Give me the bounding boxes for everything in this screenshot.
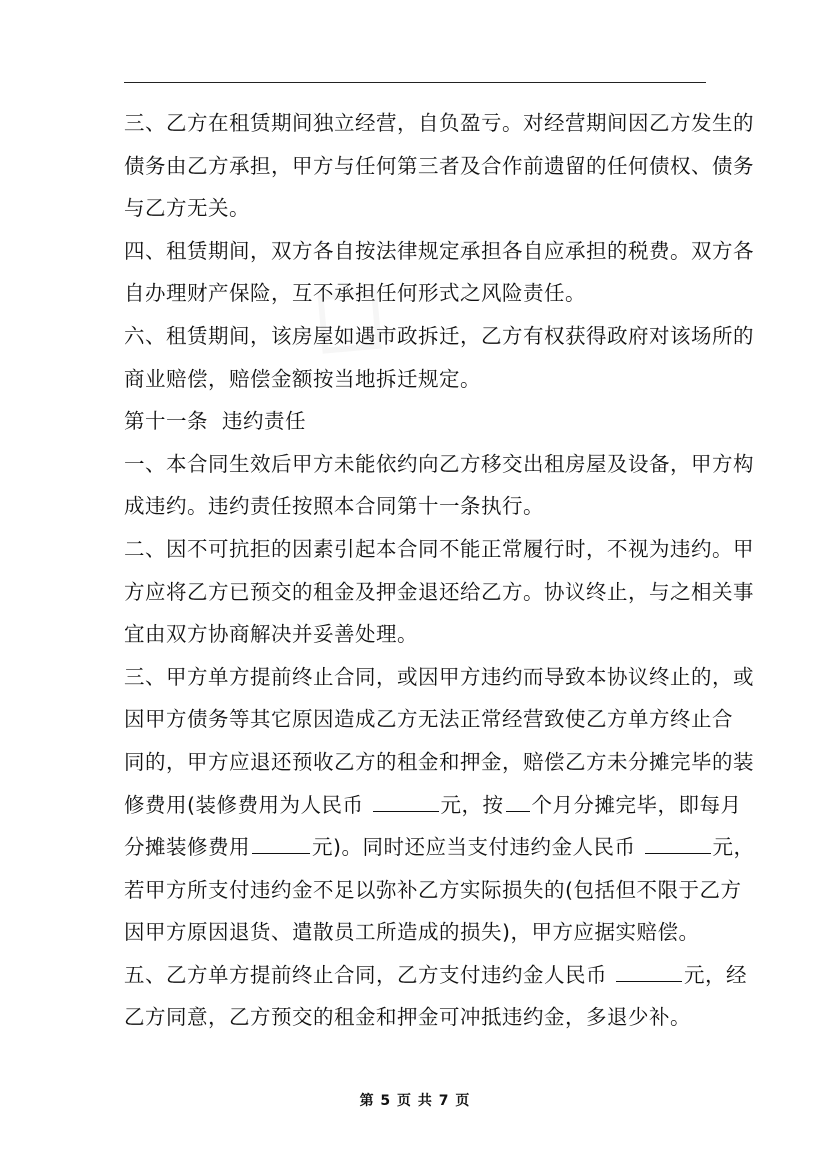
paragraph (124, 954, 748, 1039)
text-line: 第十一条 违约责任 (124, 409, 307, 434)
text-line: 若甲方所支付违约金不足以弥补乙方实际损失的(包括但不限于乙方 (124, 877, 742, 902)
fill-in-blank (506, 789, 530, 812)
text-line: 与乙方无关。 (124, 196, 250, 221)
paragraph (124, 443, 754, 528)
fill-in-blank (373, 789, 439, 812)
text-line: 宜由双方协商解决并妥善处理。 (124, 622, 418, 647)
text-fragment: 修费用(装修费用为人民币 (124, 792, 364, 817)
paragraph (124, 528, 754, 656)
text-line: 因甲方原因退货、遣散员工所造成的损失)，甲方应据实赔偿。 (124, 920, 700, 945)
text-fragment: 个月分摊完毕，即每月 (531, 792, 742, 817)
text-fragment: 元，按 (440, 792, 504, 817)
fill-in-blank (252, 831, 310, 854)
text-line: 三、甲方单方提前终止合同，或因甲方违约而导致本协议终止的，或 (124, 664, 754, 689)
text-line-with-blanks (124, 784, 742, 827)
document-body (124, 102, 755, 1039)
text-fragment: 元，经 (684, 962, 748, 987)
header-rule (124, 82, 706, 83)
text-line: 乙方同意，乙方预交的租金和押金可冲抵违约金，多退少补。 (124, 1005, 691, 1030)
paragraph (124, 102, 754, 230)
text-fragment: 元)。同时还应当支付违约金人民币 (312, 835, 636, 860)
paragraph (124, 315, 754, 400)
text-line: 同的，甲方应退还预收乙方的租金和押金，赔偿乙方未分摊完毕的装 (124, 749, 754, 774)
section-heading (124, 400, 708, 443)
text-line-with-blanks (124, 954, 748, 997)
text-line: 六、租赁期间，该房屋如遇市政拆迁，乙方有权获得政府对该场所的 (124, 323, 754, 348)
text-line: 二、因不可抗拒的因素引起本合同不能正常履行时，不视为违约。甲 (124, 536, 754, 561)
text-line: 三、乙方在租赁期间独立经营，自负盈亏。对经营期间因乙方发生的 (124, 111, 754, 135)
fill-in-blank (645, 831, 711, 854)
text-line: 因甲方债务等其它原因造成乙方无法正常经营致使乙方单方终止合 (124, 707, 733, 732)
paragraph (124, 230, 754, 315)
text-line: 成违约。违约责任按照本合同第十一条执行。 (124, 494, 544, 519)
text-line: 商业赔偿，赔偿金额按当地拆迁规定。 (124, 366, 481, 391)
text-line-with-blanks (124, 826, 755, 869)
text-line: 自办理财产保险，互不承担任何形式之风险责任。 (124, 281, 586, 306)
fill-in-blank (616, 959, 682, 982)
text-line: 一、本合同生效后甲方未能依约向乙方移交出租房屋及设备，甲方构 (124, 451, 754, 476)
paragraph (124, 656, 755, 869)
paragraph (124, 869, 742, 954)
page-number: 第 5 页 共 7 页 (359, 1093, 471, 1109)
text-fragment: 元， (712, 835, 755, 860)
text-line: 四、租赁期间，双方各自按法律规定承担各自应承担的税费。双方各 (124, 238, 754, 263)
text-fragment: 分摊装修费用 (124, 835, 250, 860)
text-line: 方应将乙方已预交的租金及押金退还给乙方。协议终止，与之相关事 (124, 579, 754, 604)
text-line: 债务由乙方承担，甲方与任何第三者及合作前遗留的任何债权、债务 (124, 153, 754, 178)
text-fragment: 五、乙方单方提前终止合同，乙方支付违约金人民币 (124, 962, 607, 987)
